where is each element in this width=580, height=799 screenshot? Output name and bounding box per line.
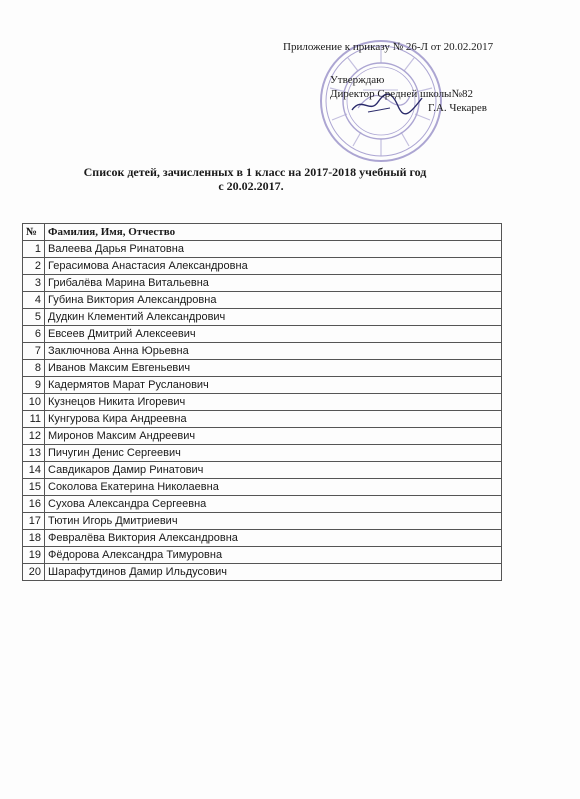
table-row (23, 241, 502, 258)
row-full-name: Пичугин Денис Сергеевич (45, 445, 502, 462)
student-table (22, 223, 502, 581)
row-number: 16 (23, 496, 45, 513)
table-row (23, 258, 502, 275)
table-row (23, 275, 502, 292)
appendix-note: Приложение к приказу № 26-Л от 20.02.2017 (283, 41, 494, 53)
row-full-name: Фёдорова Александра Тимуровна (45, 547, 502, 564)
header-number: № (23, 224, 45, 241)
row-number: 12 (23, 428, 45, 445)
table-row (23, 411, 502, 428)
row-full-name: Февралёва Виктория Александровна (45, 530, 502, 547)
row-number: 2 (23, 258, 45, 275)
table-row (23, 513, 502, 530)
table-row (23, 360, 502, 377)
row-full-name: Кузнецов Никита Игоревич (45, 394, 502, 411)
row-number: 7 (23, 343, 45, 360)
row-number: 11 (23, 411, 45, 428)
row-number: 15 (23, 479, 45, 496)
table-row (23, 428, 502, 445)
row-number: 8 (23, 360, 45, 377)
row-full-name: Заключнова Анна Юрьевна (45, 343, 502, 360)
director-title: Директор Средней школы№82 (330, 88, 473, 100)
row-full-name: Кунгурова Кира Андреевна (45, 411, 502, 428)
director-name: Г.А. Чекарев (428, 102, 487, 114)
row-number: 6 (23, 326, 45, 343)
row-full-name: Кадермятов Марат Русланович (45, 377, 502, 394)
title-line-1: Список детей, зачисленных в 1 класс на 2017-2018 учебный год (83, 165, 427, 179)
table-row (23, 343, 502, 360)
row-full-name: Герасимова Анастасия Александровна (45, 258, 502, 275)
row-number: 20 (23, 564, 45, 581)
row-full-name: Тютин Игорь Дмитриевич (45, 513, 502, 530)
table-row (23, 394, 502, 411)
row-full-name: Сухова Александра Сергеевна (45, 496, 502, 513)
table-row (23, 462, 502, 479)
row-number: 17 (23, 513, 45, 530)
row-full-name: Савдикаров Дамир Ринатович (45, 462, 502, 479)
table-row (23, 547, 502, 564)
approve-label: Утверждаю (330, 74, 385, 86)
row-number: 18 (23, 530, 45, 547)
row-number: 9 (23, 377, 45, 394)
table-row (23, 292, 502, 309)
approval-block (330, 73, 487, 115)
row-number: 14 (23, 462, 45, 479)
row-number: 5 (23, 309, 45, 326)
table-row (23, 530, 502, 547)
title-line-2: с 20.02.2017. (218, 179, 284, 193)
document-title (0, 165, 580, 193)
table-row (23, 496, 502, 513)
table-row (23, 377, 502, 394)
table-row (23, 564, 502, 581)
table-row (23, 445, 502, 462)
header-full-name: Фамилия, Имя, Отчество (45, 224, 502, 241)
row-number: 3 (23, 275, 45, 292)
row-full-name: Губина Виктория Александровна (45, 292, 502, 309)
table-row (23, 326, 502, 343)
row-full-name: Евсеев Дмитрий Алексеевич (45, 326, 502, 343)
table-body (23, 241, 502, 581)
row-number: 4 (23, 292, 45, 309)
row-number: 19 (23, 547, 45, 564)
row-full-name: Шарафутдинов Дамир Ильдусович (45, 564, 502, 581)
row-full-name: Соколова Екатерина Николаевна (45, 479, 502, 496)
row-number: 13 (23, 445, 45, 462)
table-row (23, 309, 502, 326)
row-full-name: Иванов Максим Евгеньевич (45, 360, 502, 377)
table-row (23, 479, 502, 496)
row-number: 10 (23, 394, 45, 411)
table-header-row (23, 224, 502, 241)
row-number: 1 (23, 241, 45, 258)
row-full-name: Грибалёва Марина Витальевна (45, 275, 502, 292)
row-full-name: Миронов Максим Андреевич (45, 428, 502, 445)
row-full-name: Валеева Дарья Ринатовна (45, 241, 502, 258)
row-full-name: Дудкин Клементий Александрович (45, 309, 502, 326)
